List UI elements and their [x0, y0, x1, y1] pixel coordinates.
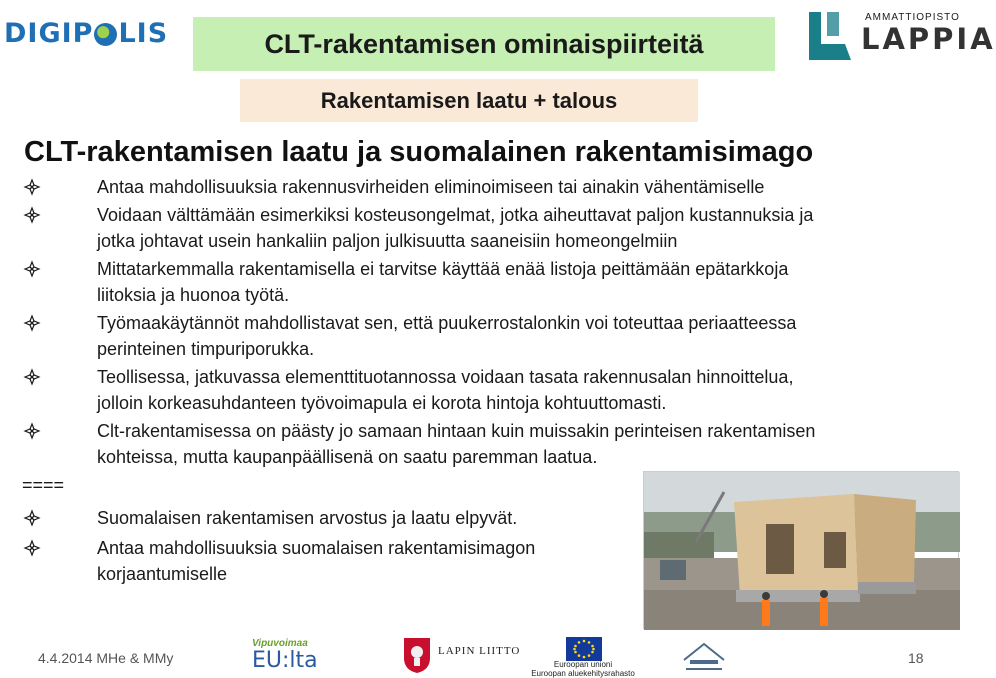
eu-caption-line1: Euroopan unioni — [553, 660, 613, 669]
bullet-text-line: jotka johtavat usein hankaliin paljon julkisuutta saaneisiin homeongelmiin — [97, 231, 678, 251]
diamond-bullet-icon — [24, 510, 40, 526]
bullet-text-line: Teollisessa, jatkuvassa elementtituotannossa voidaan tasata rakennusalan hinnoittelua, — [97, 367, 794, 387]
slide-title: CLT-rakentamisen ominaispiirteitä — [264, 28, 704, 59]
bullet-text-line: Voidaan välttämään esimerkiksi kosteusongelmat, jotka aiheuttavat paljon kustannuksia ja — [97, 205, 814, 225]
primary-bullets — [24, 174, 944, 470]
lapin-liitto-text: LAPIN LIITTO — [438, 645, 521, 657]
diamond-bullet-icon — [24, 315, 40, 331]
diamond-bullet-icon — [24, 423, 40, 439]
construction-photo — [643, 471, 959, 629]
bullet-text-line: perinteinen timpuriporukka. — [97, 339, 315, 359]
lappia-logo — [805, 6, 996, 68]
bullet-text-line: Antaa mahdollisuuksia rakennusvirheiden eliminoimiseen tai ainakin vähentämiselle — [97, 177, 765, 197]
bullet-text-line: Työmaakäytännöt mahdollistavat sen, että puukerrostalonkin voi toteuttaa periaatteessa — [97, 313, 797, 333]
bullet-text-line: liitoksia ja huonoa työtä. — [97, 285, 290, 305]
bullet-text-line: Antaa mahdollisuuksia suomalaisen rakentamisimagon — [97, 538, 536, 558]
bullet-text-line: korjaantumiselle — [97, 564, 228, 584]
bullet-text-line: Mittatarkemmalla rakentamisella ei tarvitse käyttää enää listoja peittämään epätarkkoja — [97, 259, 789, 279]
bullet-text-line: jolloin korkeasuhdanteen työvoimapula ei korota hintoja kohtuuttomasti. — [97, 393, 667, 413]
separator-text: ==== — [22, 475, 65, 495]
lappia-mark-icon — [805, 8, 855, 64]
bullet-item — [24, 418, 944, 470]
lappia-big-text: LAPPIA — [861, 22, 996, 56]
diamond-bullet-icon — [24, 179, 40, 195]
foundation-logo-icon — [676, 638, 732, 676]
vipuvoimaa-bottom: EU:lta — [252, 648, 318, 673]
bullet-item — [24, 174, 944, 200]
lapin-crest-icon — [402, 636, 432, 674]
vipuvoimaa-top: Vipuvoimaa — [252, 638, 308, 649]
bullet-text-line: kohteissa, mutta kaupanpäällisenä on saatu paremman laatua. — [97, 447, 598, 467]
globe-icon — [94, 23, 117, 46]
subtitle-box — [240, 79, 698, 122]
footer-date: 4.4.2014 MHe & MMy — [38, 650, 174, 666]
diamond-bullet-icon — [24, 207, 40, 223]
page-number: 18 — [908, 650, 924, 666]
digipolis-logo-prefix: DIGIP — [4, 17, 94, 49]
digipolis-logo — [4, 16, 168, 50]
diamond-bullet-icon — [24, 261, 40, 277]
bullet-text-line: Suomalaisen rakentamisen arvostus ja laatu elpyvät. — [97, 508, 518, 528]
bullet-item — [24, 202, 944, 254]
bullet-item — [24, 310, 944, 362]
slide-subtitle: Rakentamisen laatu + talous — [320, 87, 618, 113]
eu-flag-icon — [566, 637, 602, 661]
eu-caption-line2: Euroopan aluekehitysrahasto — [531, 669, 635, 678]
diamond-bullet-icon — [24, 369, 40, 385]
main-heading: CLT-rakentamisen laatu ja suomalainen rakentamisimago — [24, 136, 814, 168]
vipuvoimaa-logo — [252, 638, 352, 676]
title-box — [193, 17, 775, 71]
bullet-text-line: Clt-rakentamisessa on päästy jo samaan hintaan kuin muissakin perinteisen rakentamisen — [97, 421, 816, 441]
bullet-item — [24, 256, 944, 308]
eu-caption — [508, 660, 658, 678]
digipolis-logo-suffix: LIS — [118, 17, 169, 49]
bullet-item — [24, 364, 944, 416]
diamond-bullet-icon — [24, 540, 40, 556]
lappia-small-text: AMMATTIOPISTO — [865, 12, 960, 23]
